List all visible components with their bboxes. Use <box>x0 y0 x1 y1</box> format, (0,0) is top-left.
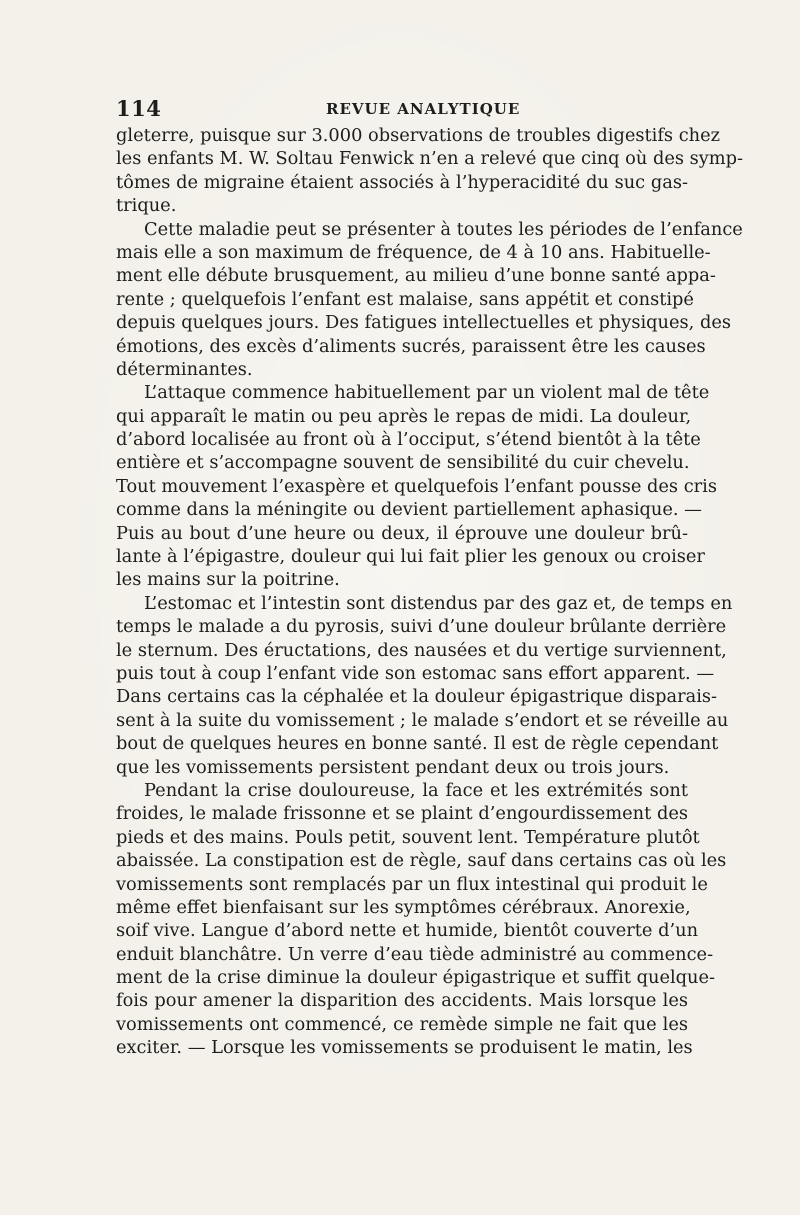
text-line: qui apparaît le matin ou peu après le repas de midi. La douleur, <box>116 405 692 427</box>
text-line: rente ; quelquefois l’enfant est malaise, sans appétit et constipé <box>116 288 694 310</box>
text-line: vomissements sont remplacés par un flux intestinal qui produit le <box>116 873 708 895</box>
text-line: sent à la suite du vomissement ; le malade s’endort et se réveille au <box>116 709 729 731</box>
text-line: froides, le malade frissonne et se plaint d’engourdissement des <box>116 803 688 825</box>
page-header <box>116 96 688 124</box>
text-line: ment de la crise diminue la douleur épigastrique et suffit quelque- <box>116 967 716 989</box>
body-text <box>116 124 744 1060</box>
text-line: exciter. — Lorsque les vomissements se produisent le matin, les <box>116 1037 693 1059</box>
text-line: gleterre, puisque sur 3.000 observations de troubles digestifs chez <box>116 125 720 146</box>
text-line: pieds et des mains. Pouls petit, souvent lent. Température plutôt <box>116 826 700 848</box>
text-line: mais elle a son maximum de fréquence, de 4 à 10 ans. Habituelle- <box>116 241 711 263</box>
text-line: comme dans la méningite ou devient partiellement aphasique. — <box>116 499 702 521</box>
text-line: depuis quelques jours. Des fatigues intellectuelles et physiques, des <box>116 312 731 334</box>
paragraph-first-line: Pendant la crise douloureuse, la face et les extrémités sont <box>144 779 688 801</box>
text-line: d’abord localisée au front où à l’occiput, s’étend bientôt à la tête <box>116 429 701 451</box>
text-line: enduit blanchâtre. Un verre d’eau tiède administré au commence- <box>116 943 714 965</box>
text-line: Puis au bout d’une heure ou deux, il éprouve une douleur brû- <box>116 522 688 544</box>
paragraph-first-line: Cette maladie peut se présenter à toutes les périodes de l’enfance <box>144 218 743 240</box>
text-line: le sternum. Des éructations, des nausées et du vertige surviennent, <box>116 639 727 661</box>
text-line: les enfants M. W. Soltau Fenwick n’en a relevé que cinq où des symp- <box>116 148 744 170</box>
paragraph-first-line: L’attaque commence habituellement par un violent mal de tête <box>144 382 710 404</box>
text-line: temps le malade a du pyrosis, suivi d’une douleur brûlante derrière <box>116 616 727 638</box>
text-line: lante à l’épigastre, douleur qui lui fait plier les genoux ou croiser <box>116 546 705 568</box>
text-line: entière et s’accompagne souvent de sensibilité du cuir chevelu. <box>116 452 690 474</box>
text-line: tômes de migraine étaient associés à l’hyperacidité du suc gas- <box>116 171 688 193</box>
page-number: 114 <box>116 96 162 121</box>
text-line: que les vomissements persistent pendant deux ou trois jours. <box>116 756 670 778</box>
text-line: abaissée. La constipation est de règle, sauf dans certains cas où les <box>116 850 727 872</box>
text-line: soif vive. Langue d’abord nette et humide, bientôt couverte d’un <box>116 920 699 942</box>
text-line: émotions, des excès d’aliments sucrés, paraissent être les causes <box>116 335 706 357</box>
paragraph-first-line: L’estomac et l’intestin sont distendus par des gaz et, de temps en <box>144 592 733 614</box>
text-line: Tout mouvement l’exaspère et quelquefois l’enfant pousse des cris <box>116 475 717 497</box>
text-line: ment elle débute brusquement, au milieu d’une bonne santé appa- <box>116 265 716 287</box>
text-line: même effet bienfaisant sur les symptômes cérébraux. Anorexie, <box>116 896 691 918</box>
text-line: les mains sur la poitrine. <box>116 569 340 591</box>
text-line: trique. <box>116 195 177 217</box>
text-line: fois pour amener la disparition des accidents. Mais lorsque les <box>116 990 688 1012</box>
text-line: puis tout à coup l’enfant vide son estomac sans effort apparent. — <box>116 662 715 684</box>
text-line: Dans certains cas la céphalée et la douleur épigastrique disparais- <box>116 686 718 708</box>
text-line: vomissements ont commencé, ce remède simple ne fait que les <box>116 1013 688 1035</box>
text-line: déterminantes. <box>116 358 253 380</box>
text-line: bout de quelques heures en bonne santé. Il est de règle cependant <box>116 733 719 755</box>
running-head: REVUE ANALYTIQUE <box>326 100 521 118</box>
